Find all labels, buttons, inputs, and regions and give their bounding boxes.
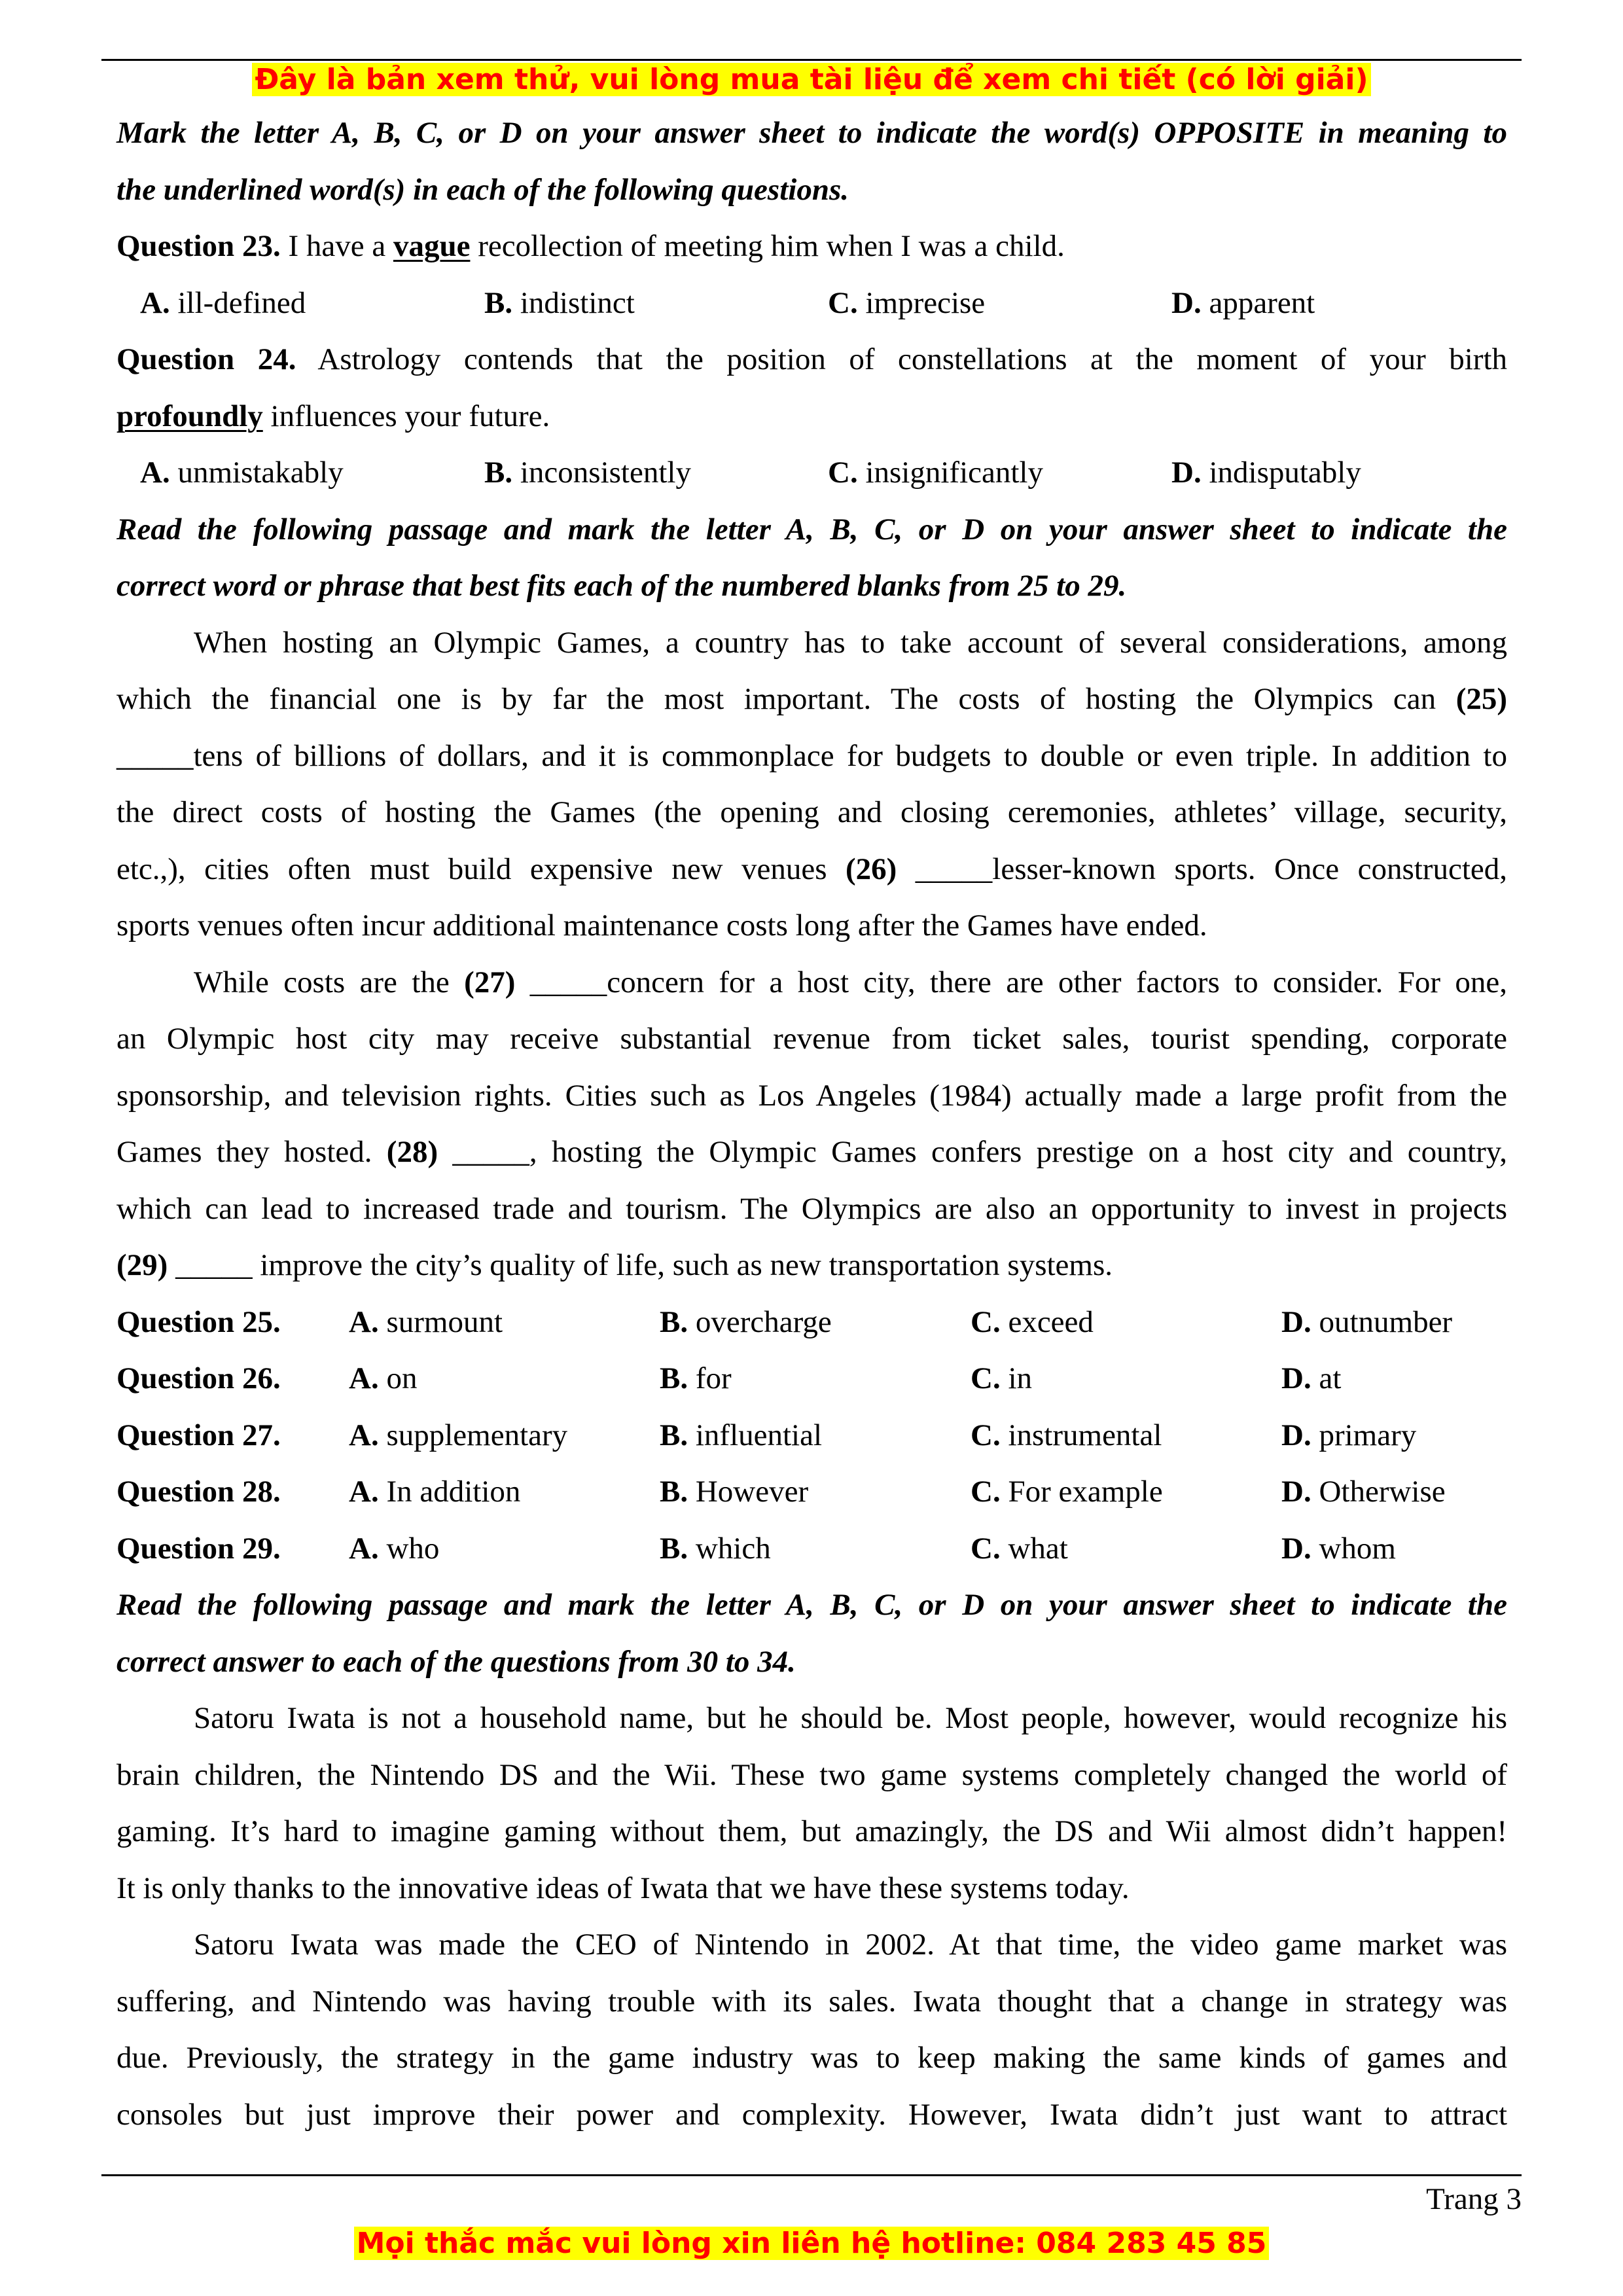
passage2-line <box>116 954 1507 1011</box>
option-d[interactable] <box>1281 1463 1446 1520</box>
option-letter: A. <box>349 1475 379 1509</box>
option-letter: B. <box>660 1531 688 1566</box>
option-a[interactable] <box>140 275 306 332</box>
question-24 <box>116 331 1507 388</box>
option-c[interactable] <box>971 1407 1162 1464</box>
header-banner-text: Đây là bản xem thử, vui lòng mua tài liệu để xem chi tiết (có lời giải) <box>252 63 1370 96</box>
option-text: who <box>378 1531 440 1566</box>
option-text: supplementary <box>378 1418 568 1452</box>
passage4-line: suffering, and Nintendo was having trouble with its sales. Iwata thought that a change in strategy was <box>116 1984 1507 2018</box>
question-23-options <box>116 275 1507 332</box>
option-letter: C. <box>971 1361 1001 1395</box>
option-text: in <box>1000 1361 1033 1395</box>
option-d[interactable] <box>1281 1350 1341 1407</box>
option-letter: D. <box>1171 285 1202 320</box>
option-text: Otherwise <box>1311 1475 1446 1509</box>
option-text: However <box>688 1475 809 1509</box>
passage2-line <box>116 1124 1507 1181</box>
option-d[interactable] <box>1171 275 1315 332</box>
option-a[interactable] <box>349 1463 520 1520</box>
passage2-line: sponsorship, and television rights. Cities such as Los Angeles (1984) actually made a large profit from the <box>116 1078 1507 1113</box>
option-text: imprecise <box>857 285 986 320</box>
header-banner <box>0 60 1623 99</box>
question-label: Question 23. <box>116 229 281 263</box>
passage-text: _____, hosting the Olympic Games confers prestige on a host city and country, <box>438 1135 1507 1169</box>
option-c[interactable] <box>971 1350 1032 1407</box>
option-letter: C. <box>971 1418 1001 1452</box>
question-text: Astrology contends that the position of constellations at the moment of your birth <box>296 342 1508 376</box>
option-text: on <box>378 1361 418 1395</box>
option-c[interactable] <box>971 1520 1068 1577</box>
question-27 <box>116 1407 1507 1464</box>
question-label: Question 26. <box>116 1361 281 1395</box>
option-letter: A. <box>140 285 170 320</box>
option-d[interactable] <box>1171 444 1361 501</box>
option-letter: B. <box>660 1304 688 1339</box>
option-letter: C. <box>971 1475 1001 1509</box>
option-text: exceed <box>1000 1304 1094 1339</box>
passage4-line: due. Previously, the strategy in the game industry was to keep making the same kinds of games and <box>116 2041 1507 2075</box>
option-b[interactable] <box>484 275 635 332</box>
passage2-line <box>116 1237 1507 1294</box>
option-text: For example <box>1000 1475 1163 1509</box>
question-26 <box>116 1350 1507 1407</box>
option-text: influential <box>688 1418 823 1452</box>
option-text: primary <box>1311 1418 1417 1452</box>
option-text: for <box>688 1361 732 1395</box>
option-text: In addition <box>378 1475 521 1509</box>
question-label: Question 24. <box>116 342 296 376</box>
option-text: at <box>1311 1361 1342 1395</box>
question-25 <box>116 1294 1507 1351</box>
option-text: indistinct <box>512 285 635 320</box>
option-letter: B. <box>660 1475 688 1509</box>
question-24-options <box>116 444 1507 501</box>
passage3-line: It is only thanks to the innovative ideas of Iwata that we have these systems today. <box>116 1871 1130 1905</box>
option-text: what <box>1000 1531 1068 1566</box>
option-letter: D. <box>1281 1475 1311 1509</box>
option-text: surmount <box>378 1304 503 1339</box>
option-a[interactable] <box>349 1407 567 1464</box>
question-24-cont <box>116 388 1507 445</box>
option-d[interactable] <box>1281 1520 1396 1577</box>
section1-instruction: Mark the letter A, B, C, or D on your answer sheet to indicate the word(s) OPPOSITE in meaning to <box>116 116 1507 150</box>
passage1-line: sports venues often incur additional maintenance costs long after the Games have ended. <box>116 908 1207 942</box>
section3-instruction: Read the following passage and mark the letter A, B, C, or D on your answer sheet to indicate the <box>116 1588 1507 1622</box>
passage4-line: consoles but just improve their power and complexity. However, Iwata didn’t just want to attract <box>116 2097 1507 2132</box>
option-b[interactable] <box>660 1520 771 1577</box>
page-content <box>116 105 1507 2143</box>
blank-number: (29) <box>116 1248 168 1282</box>
question-text: influences your future. <box>262 399 550 433</box>
option-a[interactable] <box>349 1520 439 1577</box>
passage2-line: which can lead to increased trade and tourism. The Olympics are also an opportunity to invest in projects <box>116 1191 1507 1226</box>
option-c[interactable] <box>828 275 985 332</box>
option-letter: C. <box>971 1531 1001 1566</box>
option-text: unmistakably <box>169 456 344 490</box>
option-a[interactable] <box>140 444 344 501</box>
question-label: Question 29. <box>116 1531 281 1566</box>
page-number: Trang 3 <box>1426 2182 1522 2216</box>
option-d[interactable] <box>1281 1294 1452 1351</box>
question-text: recollection of meeting him when I was a child. <box>470 229 1065 263</box>
option-letter: A. <box>349 1531 379 1566</box>
option-text: outnumber <box>1311 1304 1453 1339</box>
option-c[interactable] <box>828 444 1043 501</box>
option-text: instrumental <box>1000 1418 1162 1452</box>
passage1-line: the direct costs of hosting the Games (the opening and closing ceremonies, athletes’ village, security, <box>116 795 1507 829</box>
option-a[interactable] <box>349 1350 417 1407</box>
bottom-rule <box>101 2174 1522 2176</box>
option-letter: B. <box>484 456 513 490</box>
option-letter: A. <box>349 1361 379 1395</box>
question-23 <box>116 218 1507 275</box>
option-text: inconsistently <box>512 456 691 490</box>
option-b[interactable] <box>660 1463 808 1520</box>
option-letter: C. <box>971 1304 1001 1339</box>
passage1-line <box>116 841 1507 898</box>
passage-text: _____lesser-known sports. Once constructed, <box>897 852 1507 886</box>
passage-text: _____ improve the city’s quality of life, such as new transportation systems. <box>168 1248 1113 1282</box>
passage1-line: _____tens of billions of dollars, and it is commonplace for budgets to double or even triple. In addition to <box>116 738 1507 773</box>
option-text: which <box>688 1531 771 1566</box>
option-b[interactable] <box>660 1407 822 1464</box>
option-letter: D. <box>1281 1418 1311 1452</box>
blank-number: (26) <box>846 852 897 886</box>
passage1-line <box>116 671 1507 728</box>
option-text: whom <box>1311 1531 1396 1566</box>
question-label: Question 25. <box>116 1304 281 1339</box>
passage2-line: an Olympic host city may receive substantial revenue from ticket sales, tourist spending, corporate <box>116 1022 1507 1056</box>
option-letter: C. <box>828 285 858 320</box>
option-b[interactable] <box>484 444 691 501</box>
option-d[interactable] <box>1281 1407 1416 1464</box>
option-letter: C. <box>828 456 858 490</box>
underlined-word: profoundly <box>116 399 263 433</box>
option-letter: B. <box>660 1418 688 1452</box>
option-text: ill-defined <box>169 285 306 320</box>
option-c[interactable] <box>971 1294 1094 1351</box>
blank-number: (28) <box>386 1135 438 1169</box>
blank-number: (27) <box>464 965 516 999</box>
passage3-line: Satoru Iwata is not a household name, but he should be. Most people, however, would recognize his <box>194 1701 1507 1735</box>
option-letter: D. <box>1281 1531 1311 1566</box>
option-letter: D. <box>1281 1304 1311 1339</box>
footer-banner-text: Mọi thắc mắc vui lòng xin liên hệ hotline: 084 283 45 85 <box>354 2227 1270 2260</box>
passage-text: _____concern for a host city, there are other factors to consider. For one, <box>515 965 1507 999</box>
option-letter: D. <box>1171 456 1202 490</box>
option-letter: D. <box>1281 1361 1311 1395</box>
section3-instruction-cont: correct answer to each of the questions from 30 to 34. <box>116 1644 796 1679</box>
option-letter: A. <box>349 1418 379 1452</box>
option-b[interactable] <box>660 1294 832 1351</box>
option-text: insignificantly <box>857 456 1043 490</box>
passage1-line: When hosting an Olympic Games, a country has to take account of several considerations, among <box>194 625 1507 660</box>
passage3-line: brain children, the Nintendo DS and the Wii. These two game systems completely changed the world of <box>116 1757 1507 1792</box>
option-c[interactable] <box>971 1463 1163 1520</box>
question-label: Question 27. <box>116 1418 281 1452</box>
option-letter: A. <box>349 1304 379 1339</box>
option-letter: A. <box>140 456 170 490</box>
option-text: overcharge <box>688 1304 832 1339</box>
section2-instruction-cont: correct word or phrase that best fits each of the numbered blanks from 25 to 29. <box>116 569 1127 603</box>
question-text: I have a <box>280 229 393 263</box>
question-29 <box>116 1520 1507 1577</box>
option-text: apparent <box>1201 285 1315 320</box>
passage-text: Games they hosted. <box>116 1135 387 1169</box>
question-28 <box>116 1463 1507 1520</box>
passage3-line: gaming. It’s hard to imagine gaming without them, but amazingly, the DS and Wii almost didn’t happen! <box>116 1814 1507 1848</box>
passage-text: which the financial one is by far the most important. The costs of hosting the Olympics can <box>116 682 1456 716</box>
option-letter: B. <box>484 285 513 320</box>
question-label: Question 28. <box>116 1475 281 1509</box>
option-letter: B. <box>660 1361 688 1395</box>
option-a[interactable] <box>349 1294 503 1351</box>
section1-instruction-cont: the underlined word(s) in each of the following questions. <box>116 172 849 207</box>
passage4-line: Satoru Iwata was made the CEO of Nintendo in 2002. At that time, the video game market was <box>194 1928 1507 1962</box>
option-b[interactable] <box>660 1350 732 1407</box>
passage-text: While costs are the <box>194 965 465 999</box>
footer-banner <box>0 2224 1623 2263</box>
option-text: indisputably <box>1201 456 1361 490</box>
section2-instruction: Read the following passage and mark the letter A, B, C, or D on your answer sheet to indicate the <box>116 512 1507 547</box>
passage-text: etc.,), cities often must build expensive new venues <box>116 852 846 886</box>
underlined-word: vague <box>393 229 471 263</box>
blank-number: (25) <box>1455 682 1507 716</box>
